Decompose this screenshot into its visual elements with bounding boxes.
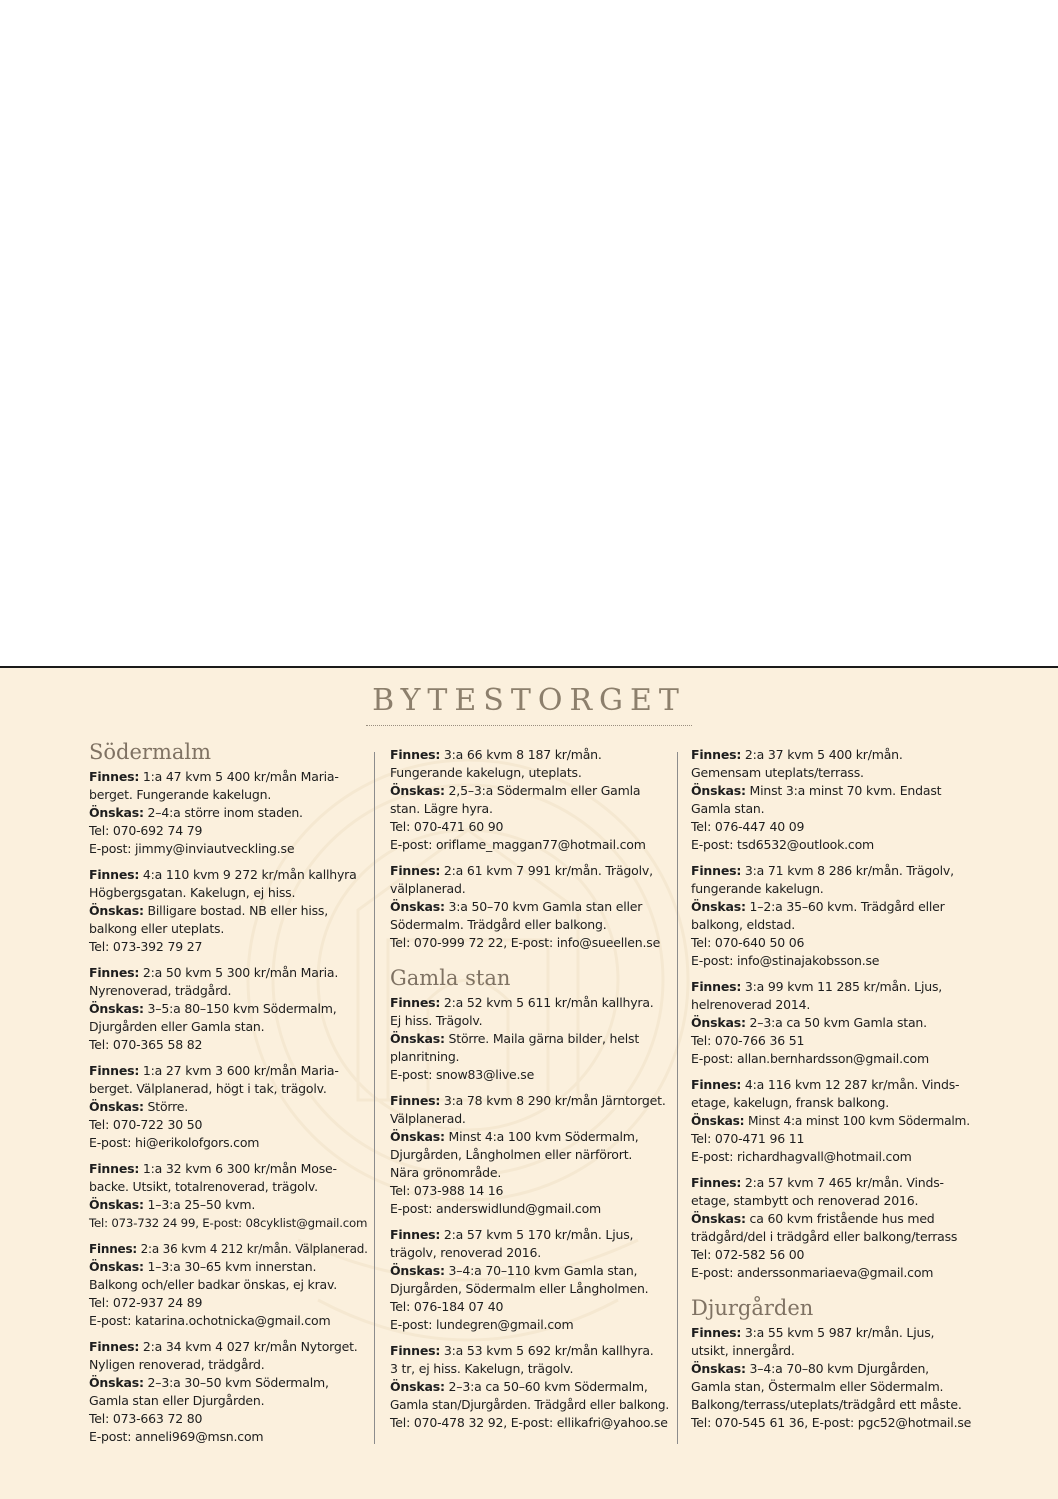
listing-line bbox=[390, 1226, 672, 1244]
finnes-label: Finnes: bbox=[390, 747, 441, 762]
onskas-label: Önskas: bbox=[691, 1361, 746, 1376]
listing-text: Tel: 070-722 30 50 bbox=[89, 1117, 203, 1132]
listing-text: Tel: 070-766 36 51 bbox=[691, 1033, 805, 1048]
listing-text: Fungerande kakelugn, uteplats. bbox=[390, 765, 582, 780]
listing bbox=[89, 1240, 371, 1330]
listing bbox=[89, 964, 371, 1054]
listing-line bbox=[390, 1012, 672, 1030]
listing-line bbox=[89, 1196, 371, 1214]
listing bbox=[691, 862, 973, 970]
finnes-label: Finnes: bbox=[691, 1175, 742, 1190]
listing-text: 3 tr, ej hiss. Kakelugn, trägolv. bbox=[390, 1361, 574, 1376]
finnes-label: Finnes: bbox=[89, 1339, 140, 1354]
finnes-label: Finnes: bbox=[89, 1161, 140, 1176]
listing-line bbox=[390, 800, 672, 818]
listing-text: helrenoverad 2014. bbox=[691, 997, 811, 1012]
listing-text: 1–3:a 30–65 kvm innerstan. bbox=[143, 1259, 317, 1274]
listing-text: 2:a 34 kvm 4 027 kr/mån Nytorget. bbox=[139, 1339, 358, 1354]
listing-text: Nära grönområde. bbox=[390, 1165, 502, 1180]
listing-text: Gamla stan eller Djurgården. bbox=[89, 1393, 265, 1408]
listing-line bbox=[691, 1076, 973, 1094]
listing-line bbox=[390, 1128, 672, 1146]
listing-line bbox=[691, 1032, 973, 1050]
listing-text: 2–3:a ca 50–60 kvm Södermalm, bbox=[444, 1379, 648, 1394]
listing bbox=[89, 1062, 371, 1152]
listing-text: Välplanerad. bbox=[390, 1111, 466, 1126]
finnes-label: Finnes: bbox=[89, 1063, 140, 1078]
listing-line bbox=[691, 1324, 973, 1342]
listing-line bbox=[691, 782, 973, 800]
onskas-label: Önskas: bbox=[89, 1259, 144, 1274]
column-1 bbox=[89, 738, 371, 1454]
listing-line bbox=[89, 1116, 371, 1134]
listing-text: 2,5–3:a Södermalm eller Gamla bbox=[444, 783, 641, 798]
listing-line bbox=[390, 1414, 672, 1432]
listing-line bbox=[390, 862, 672, 880]
listing-line bbox=[691, 836, 973, 854]
listing-line bbox=[390, 1244, 672, 1262]
onskas-label: Önskas: bbox=[390, 1129, 445, 1144]
listing-line bbox=[691, 1378, 973, 1396]
listing-line bbox=[89, 1062, 371, 1080]
listing-text: Tel: 070-471 96 11 bbox=[691, 1131, 805, 1146]
listing-text: 1:a 47 kvm 5 400 kr/mån Maria- bbox=[139, 769, 339, 784]
listing bbox=[89, 1338, 371, 1446]
listing-text: E-post: oriflame_maggan77@hotmail.com bbox=[390, 837, 646, 852]
listing-text: Djurgården, Långholmen eller närförort. bbox=[390, 1147, 633, 1162]
listing-line bbox=[390, 746, 672, 764]
column-2 bbox=[390, 738, 672, 1440]
listing-text: E-post: anderswidlund@gmail.com bbox=[390, 1201, 602, 1216]
listing-text: Tel: 070-365 58 82 bbox=[89, 1037, 203, 1052]
listing-text: Tel: 070-999 72 22, E-post: info@sueellen.se bbox=[390, 935, 661, 950]
listing-line bbox=[390, 1110, 672, 1128]
listing-text: 4:a 110 kvm 9 272 kr/mån kallhyra bbox=[139, 867, 357, 882]
listing-line bbox=[89, 1018, 371, 1036]
listing-line bbox=[89, 1294, 371, 1312]
listing-line bbox=[691, 1174, 973, 1192]
listing-text: Minst 4:a minst 100 kvm Södermalm. bbox=[744, 1114, 970, 1128]
listing-line bbox=[390, 880, 672, 898]
listing-line bbox=[89, 1036, 371, 1054]
finnes-label: Finnes: bbox=[691, 1325, 742, 1340]
finnes-label: Finnes: bbox=[691, 747, 742, 762]
onskas-label: Önskas: bbox=[390, 1031, 445, 1046]
listing-text: 1–3:a 25–50 kvm. bbox=[143, 1197, 256, 1212]
listing-text: Tel: 070-545 61 36, E-post: pgc52@hotmail.se bbox=[691, 1415, 972, 1430]
listing-line bbox=[691, 764, 973, 782]
listing-text: Djurgården, Södermalm eller Långholmen. bbox=[390, 1281, 649, 1296]
listing-text: Nyrenoverad, trädgård. bbox=[89, 983, 232, 998]
listing-text: E-post: info@stinajakobsson.se bbox=[691, 953, 880, 968]
banner-rule bbox=[366, 725, 692, 726]
listing-text: Djurgården eller Gamla stan. bbox=[89, 1019, 265, 1034]
listing-text: Gamla stan. bbox=[691, 801, 765, 816]
listing-line bbox=[89, 938, 371, 956]
listing-text: stan. Lägre hyra. bbox=[390, 801, 493, 816]
listing-line bbox=[390, 1146, 672, 1164]
listing-line bbox=[390, 994, 672, 1012]
section-title: Djurgården bbox=[691, 1296, 814, 1320]
listing-line bbox=[390, 782, 672, 800]
listing-line bbox=[691, 1112, 973, 1130]
listing-line bbox=[89, 1374, 371, 1392]
listing-text: 3:a 99 kvm 11 285 kr/mån. Ljus, bbox=[741, 979, 943, 994]
listing-text: 2:a 57 kvm 5 170 kr/mån. Ljus, bbox=[440, 1227, 634, 1242]
listing-text: Minst 3:a minst 70 kvm. Endast bbox=[745, 783, 942, 798]
listing-text: berget. Fungerande kakelugn. bbox=[89, 787, 272, 802]
listing bbox=[89, 866, 371, 956]
listing-line bbox=[89, 1258, 371, 1276]
listing-line bbox=[89, 804, 371, 822]
listing-text: Tel: 070-640 50 06 bbox=[691, 935, 805, 950]
finnes-label: Finnes: bbox=[89, 1242, 138, 1256]
listing-text: Tel: 070-471 60 90 bbox=[390, 819, 504, 834]
listing-text: berget. Välplanerad, högt i tak, trägolv. bbox=[89, 1081, 327, 1096]
listing-line bbox=[691, 880, 973, 898]
listing-line bbox=[390, 836, 672, 854]
listing-text: etage, stambytt och renoverad 2016. bbox=[691, 1193, 919, 1208]
listing-text: trädgård/del i trädgård eller balkong/terrass bbox=[691, 1229, 958, 1244]
onskas-label: Önskas: bbox=[390, 1379, 445, 1394]
listing-text: Tel: 076-447 40 09 bbox=[691, 819, 805, 834]
listing-line bbox=[89, 1080, 371, 1098]
listing-line bbox=[89, 902, 371, 920]
listing-text: välplanerad. bbox=[390, 881, 466, 896]
onskas-label: Önskas: bbox=[89, 1375, 144, 1390]
finnes-label: Finnes: bbox=[390, 1093, 441, 1108]
listing-line bbox=[390, 1030, 672, 1048]
listing-text: Södermalm. Trädgård eller balkong. bbox=[390, 917, 607, 932]
listing-line bbox=[691, 978, 973, 996]
listing-text: 2:a 52 kvm 5 611 kr/mån kallhyra. bbox=[440, 995, 654, 1010]
listing-line bbox=[691, 898, 973, 916]
onskas-label: Önskas: bbox=[390, 899, 445, 914]
listing-line bbox=[390, 1298, 672, 1316]
listing-text: E-post: anneli969@msn.com bbox=[89, 1429, 264, 1444]
listing-text: Större. Maila gärna bilder, helst bbox=[444, 1031, 640, 1046]
listing-line bbox=[691, 952, 973, 970]
listing-text: 3:a 53 kvm 5 692 kr/mån kallhyra. bbox=[440, 1343, 654, 1358]
listing-text: Tel: 073-663 72 80 bbox=[89, 1411, 203, 1426]
listing-line bbox=[691, 996, 973, 1014]
listing-text: Tel: 073-392 79 27 bbox=[89, 939, 203, 954]
listing bbox=[691, 746, 973, 854]
listing-text: Balkong/terrass/uteplats/trädgård ett måste. bbox=[691, 1397, 962, 1412]
listing-text: Ej hiss. Trägolv. bbox=[390, 1013, 483, 1028]
listing-line bbox=[390, 1182, 672, 1200]
listing-text: 2:a 36 kvm 4 212 kr/mån. Välplanerad. bbox=[137, 1242, 368, 1256]
listing-text: Tel: 073-988 14 16 bbox=[390, 1183, 504, 1198]
listing-line bbox=[89, 1392, 371, 1410]
listing-text: 3–5:a 80–150 kvm Södermalm, bbox=[143, 1001, 337, 1016]
finnes-label: Finnes: bbox=[89, 965, 140, 980]
listing-text: Tel: 072-937 24 89 bbox=[89, 1295, 203, 1310]
finnes-label: Finnes: bbox=[390, 1343, 441, 1358]
listing-text: balkong, eldstad. bbox=[691, 917, 795, 932]
listing-line bbox=[89, 1312, 371, 1330]
bytestorget-panel bbox=[0, 666, 1058, 1499]
listing-text: backe. Utsikt, totalrenoverad, trägolv. bbox=[89, 1179, 318, 1194]
listing-text: Gamla stan, Östermalm eller Södermalm. bbox=[691, 1379, 944, 1394]
listing-line bbox=[691, 1050, 973, 1068]
listing-text: E-post: snow83@live.se bbox=[390, 1067, 535, 1082]
listing-text: planritning. bbox=[390, 1049, 460, 1064]
listing-line bbox=[390, 1200, 672, 1218]
listing-text: balkong eller uteplats. bbox=[89, 921, 225, 936]
listing-line bbox=[691, 1210, 973, 1228]
listing-text: 2–4:a större inom staden. bbox=[143, 805, 303, 820]
onskas-label: Önskas: bbox=[89, 903, 144, 918]
listing-text: 2–3:a 30–50 kvm Södermalm, bbox=[143, 1375, 329, 1390]
listing-text: Större. bbox=[143, 1099, 189, 1114]
listing-text: ca 60 kvm fristående hus med bbox=[745, 1211, 935, 1226]
listing-text: Minst 4:a 100 kvm Södermalm, bbox=[444, 1129, 639, 1144]
listing bbox=[390, 1342, 672, 1432]
listing-text: 3:a 55 kvm 5 987 kr/mån. Ljus, bbox=[741, 1325, 935, 1340]
listing-line bbox=[691, 1246, 973, 1264]
listing-text: 3–4:a 70–110 kvm Gamla stan, bbox=[444, 1263, 638, 1278]
listing-line bbox=[390, 818, 672, 836]
listing bbox=[390, 746, 672, 854]
onskas-label: Önskas: bbox=[89, 1001, 144, 1016]
listing-line bbox=[89, 786, 371, 804]
listing-line bbox=[89, 964, 371, 982]
finnes-label: Finnes: bbox=[390, 863, 441, 878]
listing-line bbox=[89, 1178, 371, 1196]
listing-text: 3:a 66 kvm 8 187 kr/mån. bbox=[440, 747, 602, 762]
listing-text: E-post: anderssonmariaeva@gmail.com bbox=[691, 1265, 934, 1280]
listing-line bbox=[89, 1000, 371, 1018]
listing-line bbox=[691, 1130, 973, 1148]
listing-line bbox=[89, 840, 371, 858]
section-title: Gamla stan bbox=[390, 966, 511, 990]
listing-line bbox=[89, 1410, 371, 1428]
onskas-label: Önskas: bbox=[691, 1114, 745, 1128]
listing-line bbox=[89, 1098, 371, 1116]
listing-line bbox=[691, 800, 973, 818]
onskas-label: Önskas: bbox=[691, 1015, 746, 1030]
listing-line bbox=[691, 1342, 973, 1360]
banner-title: BYTESTORGET bbox=[372, 683, 686, 718]
finnes-label: Finnes: bbox=[89, 769, 140, 784]
listing-line bbox=[89, 1428, 371, 1446]
listing-line bbox=[89, 1240, 371, 1258]
listing-line bbox=[390, 1280, 672, 1298]
finnes-label: Finnes: bbox=[691, 1077, 742, 1092]
listing-line bbox=[691, 1014, 973, 1032]
listing-text: Billigare bostad. NB eller hiss, bbox=[143, 903, 328, 918]
listing-line bbox=[691, 1228, 973, 1246]
listing bbox=[390, 1092, 672, 1218]
listing-line bbox=[89, 822, 371, 840]
listing-line bbox=[691, 862, 973, 880]
listing-line bbox=[89, 866, 371, 884]
listing-text: Högbergsgatan. Kakelugn, ej hiss. bbox=[89, 885, 296, 900]
listing bbox=[691, 1076, 973, 1166]
listing-line bbox=[390, 1092, 672, 1110]
listing-line bbox=[390, 1048, 672, 1066]
listing-text: E-post: lundegren@gmail.com bbox=[390, 1317, 574, 1332]
listing-text: 1–2:a 35–60 kvm. Trädgård eller bbox=[745, 899, 945, 914]
listing-line bbox=[89, 1338, 371, 1356]
listing-text: Gemensam uteplats/terrass. bbox=[691, 765, 864, 780]
listing bbox=[691, 1174, 973, 1282]
listing-line bbox=[691, 1264, 973, 1282]
listing-text: Tel: 073-732 24 99, E-post: 08cyklist@gmail.com bbox=[89, 1216, 368, 1230]
listing-text: 2:a 37 kvm 5 400 kr/mån. bbox=[741, 747, 903, 762]
listing-line bbox=[390, 1378, 672, 1396]
listing-text: E-post: allan.bernhardsson@gmail.com bbox=[691, 1051, 929, 1066]
onskas-label: Önskas: bbox=[89, 805, 144, 820]
listing bbox=[390, 1226, 672, 1334]
listing-text: trägolv, renoverad 2016. bbox=[390, 1245, 542, 1260]
listing-line bbox=[691, 746, 973, 764]
listing-line bbox=[691, 1360, 973, 1378]
listing-text: Nyligen renoverad, trädgård. bbox=[89, 1357, 265, 1372]
listing-line bbox=[390, 934, 672, 952]
listing bbox=[390, 994, 672, 1084]
listing-text: Tel: 070-692 74 79 bbox=[89, 823, 203, 838]
onskas-label: Önskas: bbox=[89, 1197, 144, 1212]
listing-text: 3:a 50–70 kvm Gamla stan eller bbox=[444, 899, 643, 914]
listing-line bbox=[691, 1148, 973, 1166]
listing-line bbox=[390, 1360, 672, 1378]
column-divider bbox=[374, 752, 375, 1444]
listing-line bbox=[390, 1164, 672, 1182]
column-3 bbox=[691, 738, 973, 1440]
listing-line bbox=[89, 1356, 371, 1374]
listing-text: 1:a 32 kvm 6 300 kr/mån Mose- bbox=[139, 1161, 337, 1176]
listing-text: fungerande kakelugn. bbox=[691, 881, 824, 896]
listing-line bbox=[89, 1134, 371, 1152]
onskas-label: Önskas: bbox=[691, 1211, 746, 1226]
listing-text: Tel: 072-582 56 00 bbox=[691, 1247, 805, 1262]
listing-text: 3:a 71 kvm 8 286 kr/mån. Trägolv, bbox=[741, 863, 954, 878]
listing-line bbox=[390, 1066, 672, 1084]
listing-line bbox=[89, 1214, 371, 1232]
listing bbox=[691, 1324, 973, 1432]
listing-line bbox=[691, 1414, 973, 1432]
finnes-label: Finnes: bbox=[691, 979, 742, 994]
listing-text: etage, kakelugn, fransk balkong. bbox=[691, 1095, 889, 1110]
onskas-label: Önskas: bbox=[691, 899, 746, 914]
listing-text: utsikt, innergård. bbox=[691, 1343, 795, 1358]
listing-text: E-post: richardhagvall@hotmail.com bbox=[691, 1149, 912, 1164]
listing-text: Gamla stan/Djurgården. Trädgård eller balkong. bbox=[390, 1398, 670, 1412]
listing-line bbox=[390, 1262, 672, 1280]
listing-line bbox=[89, 1276, 371, 1294]
finnes-label: Finnes: bbox=[390, 995, 441, 1010]
listing-text: E-post: katarina.ochotnicka@gmail.com bbox=[89, 1313, 331, 1328]
onskas-label: Önskas: bbox=[89, 1099, 144, 1114]
listing-text: 2:a 50 kvm 5 300 kr/mån Maria. bbox=[139, 965, 339, 980]
column-divider bbox=[677, 752, 678, 1444]
onskas-label: Önskas: bbox=[390, 1263, 445, 1278]
listing bbox=[89, 768, 371, 858]
listing bbox=[390, 862, 672, 952]
listing-text: 4:a 116 kvm 12 287 kr/mån. Vinds- bbox=[741, 1077, 960, 1092]
listing-line bbox=[89, 768, 371, 786]
listing-text: Tel: 076-184 07 40 bbox=[390, 1299, 504, 1314]
listing bbox=[691, 978, 973, 1068]
listing-line bbox=[691, 818, 973, 836]
listing-line bbox=[691, 1396, 973, 1414]
onskas-label: Önskas: bbox=[390, 783, 445, 798]
listing-line bbox=[89, 1160, 371, 1178]
listing-line bbox=[390, 916, 672, 934]
listing-line bbox=[691, 1094, 973, 1112]
listing-text: Tel: 070-478 32 92, E-post: ellikafri@yahoo.se bbox=[390, 1415, 668, 1430]
listing-text: E-post: jimmy@inviautveckling.se bbox=[89, 841, 295, 856]
listing-line bbox=[390, 1342, 672, 1360]
listing-line bbox=[691, 916, 973, 934]
finnes-label: Finnes: bbox=[390, 1227, 441, 1242]
listing-line bbox=[390, 1316, 672, 1334]
finnes-label: Finnes: bbox=[691, 863, 742, 878]
listing-text: 3:a 78 kvm 8 290 kr/mån Järntorget. bbox=[440, 1093, 666, 1108]
listing-line bbox=[691, 1192, 973, 1210]
listing-text: 1:a 27 kvm 3 600 kr/mån Maria- bbox=[139, 1063, 339, 1078]
listing bbox=[89, 1160, 371, 1232]
listing-text: 2:a 57 kvm 7 465 kr/mån. Vinds- bbox=[741, 1175, 944, 1190]
listing-line bbox=[390, 898, 672, 916]
listing-line bbox=[89, 884, 371, 902]
section-title: Södermalm bbox=[89, 740, 212, 764]
listing-text: Balkong och/eller badkar önskas, ej krav. bbox=[89, 1277, 337, 1292]
listing-line bbox=[691, 934, 973, 952]
listing-line bbox=[89, 920, 371, 938]
listing-line bbox=[390, 1396, 672, 1414]
listing-text: E-post: tsd6532@outlook.com bbox=[691, 837, 874, 852]
finnes-label: Finnes: bbox=[89, 867, 140, 882]
listing-text: 2:a 61 kvm 7 991 kr/mån. Trägolv, bbox=[440, 863, 653, 878]
listing-text: 3–4:a 70–80 kvm Djurgården, bbox=[745, 1361, 929, 1376]
listing-text: E-post: hi@erikolofgors.com bbox=[89, 1135, 260, 1150]
listing-line bbox=[390, 764, 672, 782]
listing-text: 2–3:a ca 50 kvm Gamla stan. bbox=[745, 1015, 927, 1030]
listing-line bbox=[89, 982, 371, 1000]
onskas-label: Önskas: bbox=[691, 783, 746, 798]
